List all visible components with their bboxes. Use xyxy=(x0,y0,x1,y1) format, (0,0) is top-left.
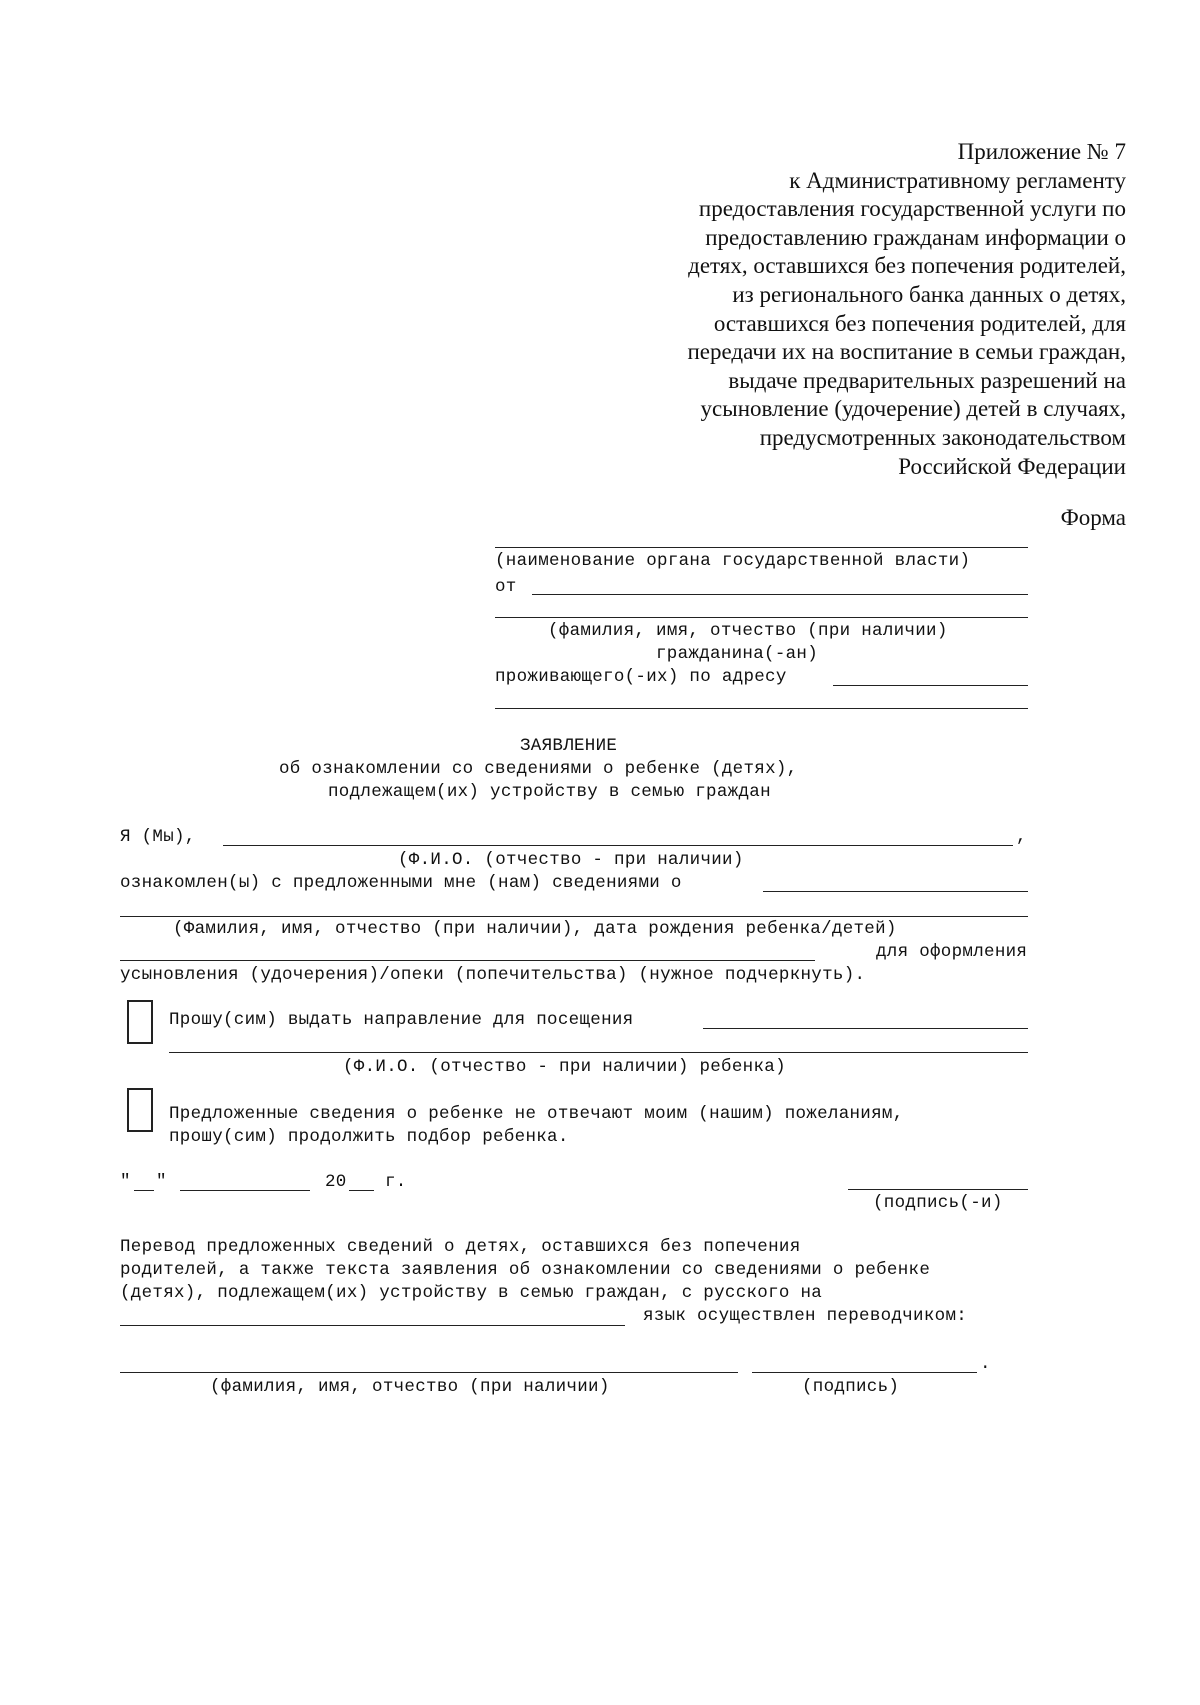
translator-signature-caption: (подпись) xyxy=(802,1377,900,1397)
period: . xyxy=(980,1354,991,1374)
citizen-caption: гражданина(-ан) xyxy=(656,644,819,664)
i-we-label: Я (Мы), xyxy=(120,827,196,847)
comma: , xyxy=(1016,827,1027,847)
year-suffix: г. xyxy=(385,1172,407,1192)
appendix-line: предоставлению гражданам информации о xyxy=(705,224,1126,250)
translator-name-line[interactable] xyxy=(120,1372,738,1373)
not-match-text: Предложенные сведения о ребенке не отвечают моим (нашим) пожеланиям, xyxy=(169,1104,904,1124)
child-info-line-2[interactable] xyxy=(120,916,1028,917)
address-label: проживающего(-их) по адресу xyxy=(495,667,787,687)
date-month-field[interactable] xyxy=(180,1190,310,1191)
translation-text: язык осуществлен переводчиком: xyxy=(643,1306,968,1326)
date-year-field[interactable] xyxy=(349,1190,374,1191)
continue-selection-checkbox[interactable] xyxy=(127,1088,153,1132)
fio-caption: (Ф.И.О. (отчество - при наличии) xyxy=(398,850,744,870)
appendix-line: детях, оставшихся без попечения родителей, xyxy=(688,253,1126,279)
address-field-line[interactable] xyxy=(833,685,1028,686)
visit-child-line[interactable] xyxy=(703,1028,1028,1029)
translation-text: Перевод предложенных сведений о детях, оставшихся без попечения xyxy=(120,1237,801,1257)
appendix-line: передачи их на воспитание в семьи граждан, xyxy=(687,339,1126,365)
for-registration-text: для оформления xyxy=(876,942,1028,962)
adoption-text: усыновления (удочерения)/опеки (попечительства) (нужное подчеркнуть). xyxy=(120,965,866,985)
form-label: Форма xyxy=(1060,505,1126,530)
appendix-line: предоставления государственной услуги по xyxy=(698,196,1126,222)
applicant-name-line[interactable] xyxy=(223,845,1013,846)
appendix-line: выдаче предварительных разрешений на xyxy=(728,367,1126,393)
address-field-line-2[interactable] xyxy=(495,708,1028,709)
appendix-line: из регионального банка данных о детях, xyxy=(732,281,1126,307)
statement-subtitle: об ознакомлении со сведениями о ребенке (детях), xyxy=(279,759,798,779)
from-label: от xyxy=(495,577,517,597)
translator-fio-caption: (фамилия, имя, отчество (при наличии) xyxy=(210,1377,610,1397)
translation-text: родителей, а также текста заявления об ознакомлении со сведениями о ребенке xyxy=(120,1260,931,1280)
child-caption: (Фамилия, имя, отчество (при наличии), дата рождения ребенка/детей) xyxy=(173,919,897,939)
appendix-line: к Административному регламенту xyxy=(789,167,1126,193)
signature-line[interactable] xyxy=(848,1189,1028,1190)
request-direction-text: Прошу(сим) выдать направление для посещения xyxy=(169,1010,634,1030)
date-quote-close: " xyxy=(156,1172,167,1192)
statement-subtitle: подлежащем(их) устройству в семью граждан xyxy=(328,782,771,802)
signature-caption: (подпись(-и) xyxy=(873,1193,1003,1213)
request-direction-checkbox[interactable] xyxy=(127,1000,153,1044)
date-day-field[interactable] xyxy=(134,1190,154,1191)
translation-text: (детях), подлежащем(их) устройству в семью граждан, с русского на xyxy=(120,1283,823,1303)
statement-title: ЗАЯВЛЕНИЕ xyxy=(520,736,618,756)
appendix-line: оставшихся без попечения родителей, для xyxy=(713,310,1126,336)
child-info-line-3[interactable] xyxy=(120,960,815,961)
translator-signature-line[interactable] xyxy=(752,1372,977,1373)
applicant-fio-caption: (фамилия, имя, отчество (при наличии) xyxy=(548,621,948,641)
appendix-line: предусмотренных законодательством xyxy=(759,424,1126,450)
authority-name-line[interactable] xyxy=(495,547,1028,548)
child-info-line[interactable] xyxy=(763,891,1028,892)
authority-caption: (наименование органа государственной власти) xyxy=(495,551,971,571)
year-prefix: 20 xyxy=(325,1172,347,1192)
acquainted-text: ознакомлен(ы) с предложенными мне (нам) сведениями о xyxy=(120,873,682,893)
appendix-line: Российской Федерации xyxy=(898,453,1126,479)
not-match-text: прошу(сим) продолжить подбор ребенка. xyxy=(169,1127,569,1147)
date-quote-open: " xyxy=(120,1172,131,1192)
child-fio-caption: (Ф.И.О. (отчество - при наличии) ребенка) xyxy=(343,1057,786,1077)
visit-child-line-2[interactable] xyxy=(169,1052,1028,1053)
appendix-block xyxy=(566,138,1126,481)
language-field-line[interactable] xyxy=(120,1325,625,1326)
applicant-fio-line[interactable] xyxy=(495,617,1028,618)
appendix-line: усыновление (удочерение) детей в случаях, xyxy=(700,396,1126,422)
from-field-line[interactable] xyxy=(532,594,1028,595)
appendix-line: Приложение № 7 xyxy=(957,139,1126,164)
